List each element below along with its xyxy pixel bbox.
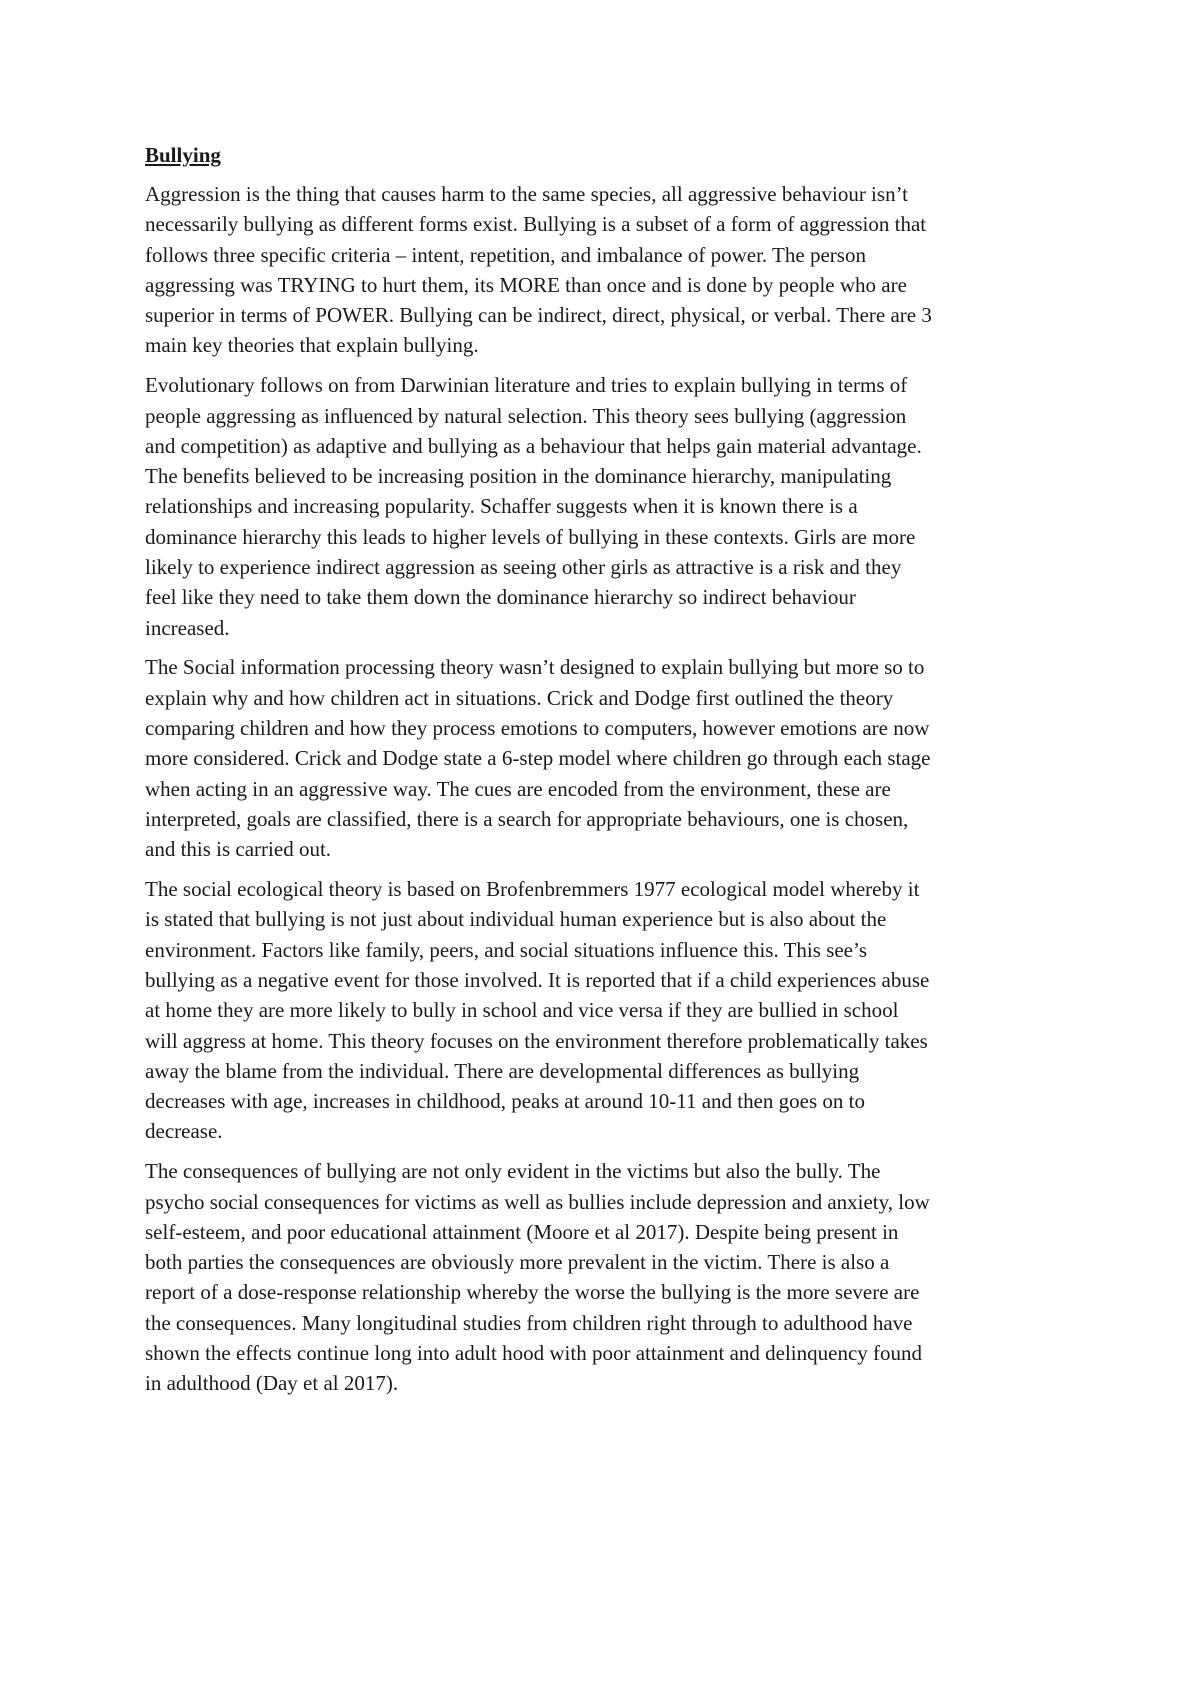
- paragraph-evolutionary-theory: Evolutionary follows on from Darwinian literature and tries to explain bullying in terms of people aggressing as influenced by natural selection. This theory sees bullying (aggression and competition) as adaptive and bullying as a behaviour that helps gain material advantage. The benefits believed to be increasing position in the dominance hierarchy, manipulating relationships and increasing popularity. Schaffer suggests when it is known there is a dominance hierarchy this leads to higher levels of bullying in these contexts. Girls are more likely to experience indirect aggression as seeing other girls as attractive is a risk and they feel like they need to take them down the dominance hierarchy so indirect behaviour increased.: [145, 373, 922, 640]
- document-body: [145, 140, 1065, 1408]
- paragraph-social-information-processing: The Social information processing theory wasn’t designed to explain bullying but more so to explain why and how children act in situations. Crick and Dodge first outlined the theory comparing children and how they process emotions to computers, however emotions are now more considered. Crick and Dodge state a 6-step model where children go through each stage when acting in an aggressive way. The cues are encoded from the environment, these are interpreted, goals are classified, there is a search for appropriate behaviours, one is chosen, and this is carried out.: [145, 655, 931, 862]
- paragraph-definition: Aggression is the thing that causes harm to the same species, all aggressive behaviour isn’t necessarily bullying as different forms exist. Bullying is a subset of a form of aggression that follows three specific criteria – intent, repetition, and imbalance of power. The person aggressing was TRYING to hurt them, its MORE than once and is done by people who are superior in terms of POWER. Bullying can be indirect, direct, physical, or verbal. There are 3 main key theories that explain bullying.: [145, 182, 932, 358]
- paragraph-consequences: The consequences of bullying are not only evident in the victims but also the bully. The psycho social consequences for victims as well as bullies include depression and anxiety, low self-esteem, and poor educational attainment (Moore et al 2017). Despite being present in both parties the consequences are obviously more prevalent in the victim. There is also a report of a dose-response relationship whereby the worse the bullying is the more severe are the consequences. Many longitudinal studies from children right through to adulthood have shown the effects continue long into adult hood with poor attainment and delinquency found in adulthood (Day et al 2017).: [145, 1159, 930, 1396]
- paragraph-social-ecological-theory: The social ecological theory is based on Brofenbremmers 1977 ecological model whereby it is stated that bullying is not just about individual human experience but is also about the environment. Factors like family, peers, and social situations influence this. This see’s bullying as a negative event for those involved. It is reported that if a child experiences abuse at home they are more likely to bully in school and vice versa if they are bullied in school will aggress at home. This theory focuses on the environment therefore problematically takes away the blame from the individual. There are developmental differences as bullying decreases with age, increases in childhood, peaks at around 10-11 and then goes on to decrease.: [145, 877, 930, 1144]
- document-title: Bullying: [145, 143, 221, 167]
